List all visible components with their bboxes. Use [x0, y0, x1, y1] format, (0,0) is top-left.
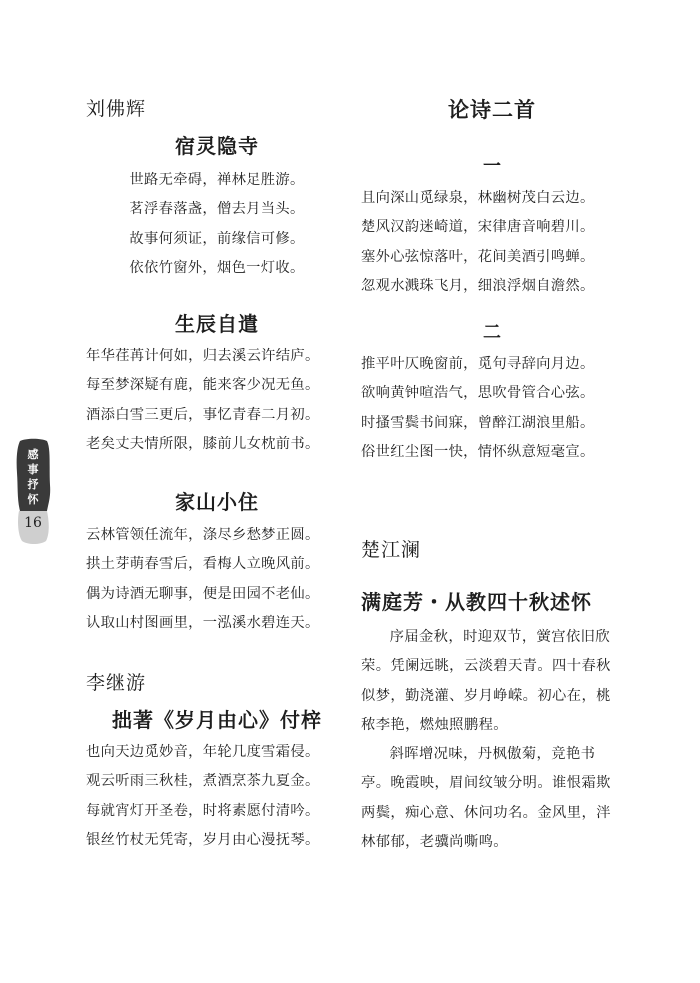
poem-title: 拙著《岁月由心》付梓	[112, 708, 322, 732]
side-tab-label	[14, 447, 52, 507]
author-name: 刘佛辉	[86, 98, 147, 120]
poem-line: 也向天边觅妙音，年轮几度雪霜侵。	[86, 744, 320, 760]
poem-line: 认取山村图画里，一泓溪水碧连天。	[86, 614, 320, 631]
poem-line: 酒添白雪三更后，事忆青春二月初。	[86, 406, 320, 423]
author-name: 李继游	[86, 672, 147, 694]
poem-line: 忽观水溅珠飞月，细浪浮烟自澹然。	[361, 277, 595, 294]
poem-line: 茗浮春落盏，僧去月当头。	[129, 201, 305, 218]
poem-line: 依依竹窗外，烟色一灯收。	[129, 259, 305, 276]
poem-line: 年华荏苒计何如，归去溪云许结庐。	[86, 348, 320, 364]
poem-line: 拱土芽萌春雪后，看梅人立晚风前。	[86, 556, 320, 573]
ci-body	[361, 623, 623, 857]
section-side-tab	[14, 437, 52, 547]
poem-line: 云林管领任流年，涤尽乡愁梦正圆。	[86, 527, 320, 543]
poem-lines	[86, 342, 320, 459]
poem-lines	[86, 166, 348, 283]
poem-line: 时搔雪鬓书间寐，曾醉江湖浪里船。	[361, 414, 595, 431]
page-number: 16	[24, 515, 42, 531]
poem-line: 观云听雨三秋桂，煮酒烹茶九夏金。	[86, 773, 320, 790]
poem-line: 且向深山觅绿泉，林幽树茂白云边。	[361, 190, 595, 206]
poem-lines	[86, 521, 320, 638]
poem-line: 老矣丈夫情所限，膝前儿女枕前书。	[86, 435, 320, 452]
poem-line: 偶为诗酒无聊事，便是田园不老仙。	[86, 585, 320, 602]
poem-title: 家山小住	[175, 490, 259, 514]
poem-lines	[86, 738, 320, 855]
poem-line: 楚风汉韵迷崎道，宋律唐音响碧川。	[361, 219, 595, 236]
poem-line: 故事何须证，前缘信可修。	[129, 230, 305, 247]
poem-line: 推平叶仄晚窗前，觅句寻辞向月边。	[361, 356, 595, 372]
side-tab-char: 事	[27, 463, 39, 476]
section-heading: 二	[483, 322, 501, 343]
section-heading: 一	[483, 156, 501, 177]
poem-line: 每至梦深疑有鹿，能来客少况无鱼。	[86, 377, 320, 394]
poem-title: 满庭芳・从教四十秋述怀	[361, 590, 592, 614]
author-name: 楚江澜	[361, 539, 422, 561]
poem-line: 欲响黄钟喧浩气，思吹骨管合心弦。	[361, 385, 595, 402]
poem-group-title: 论诗二首	[448, 98, 536, 122]
ci-paragraph: 序届金秋，时迎双节，黉宫依旧欣荣。凭阑远眺，云淡碧天青。四十春秋似梦，勤浇灌、岁月峥嵘。初心在，桃秾李艳，燃烛照鹏程。	[361, 629, 611, 733]
poem-title: 生辰自遣	[175, 312, 259, 336]
poem-line: 俗世红尘图一快，情怀纵意短毫宣。	[361, 443, 595, 460]
poem-line: 每就宵灯开圣卷，时将素愿付清吟。	[86, 802, 320, 819]
ci-paragraph: 斜晖增况味，丹枫傲菊，竞艳书亭。晚霞映，眉间纹皱分明。谁恨霜欺两鬓，痴心意、休问功名。金风里，泮林郁郁，老骥尚嘶鸣。	[361, 746, 611, 851]
side-tab-char: 怀	[27, 493, 39, 506]
side-tab-char: 抒	[27, 478, 39, 491]
poem-line: 世路无牵碍，禅林足胜游。	[129, 172, 305, 188]
poem-title: 宿灵隐寺	[175, 134, 259, 158]
poem-line: 塞外心弦惊落叶，花间美酒引鸣蝉。	[361, 248, 595, 265]
poem-lines	[361, 184, 595, 301]
poem-lines	[361, 350, 595, 467]
side-tab-char: 感	[27, 448, 39, 461]
poem-line: 银丝竹杖无凭寄，岁月由心漫抚琴。	[86, 831, 320, 848]
